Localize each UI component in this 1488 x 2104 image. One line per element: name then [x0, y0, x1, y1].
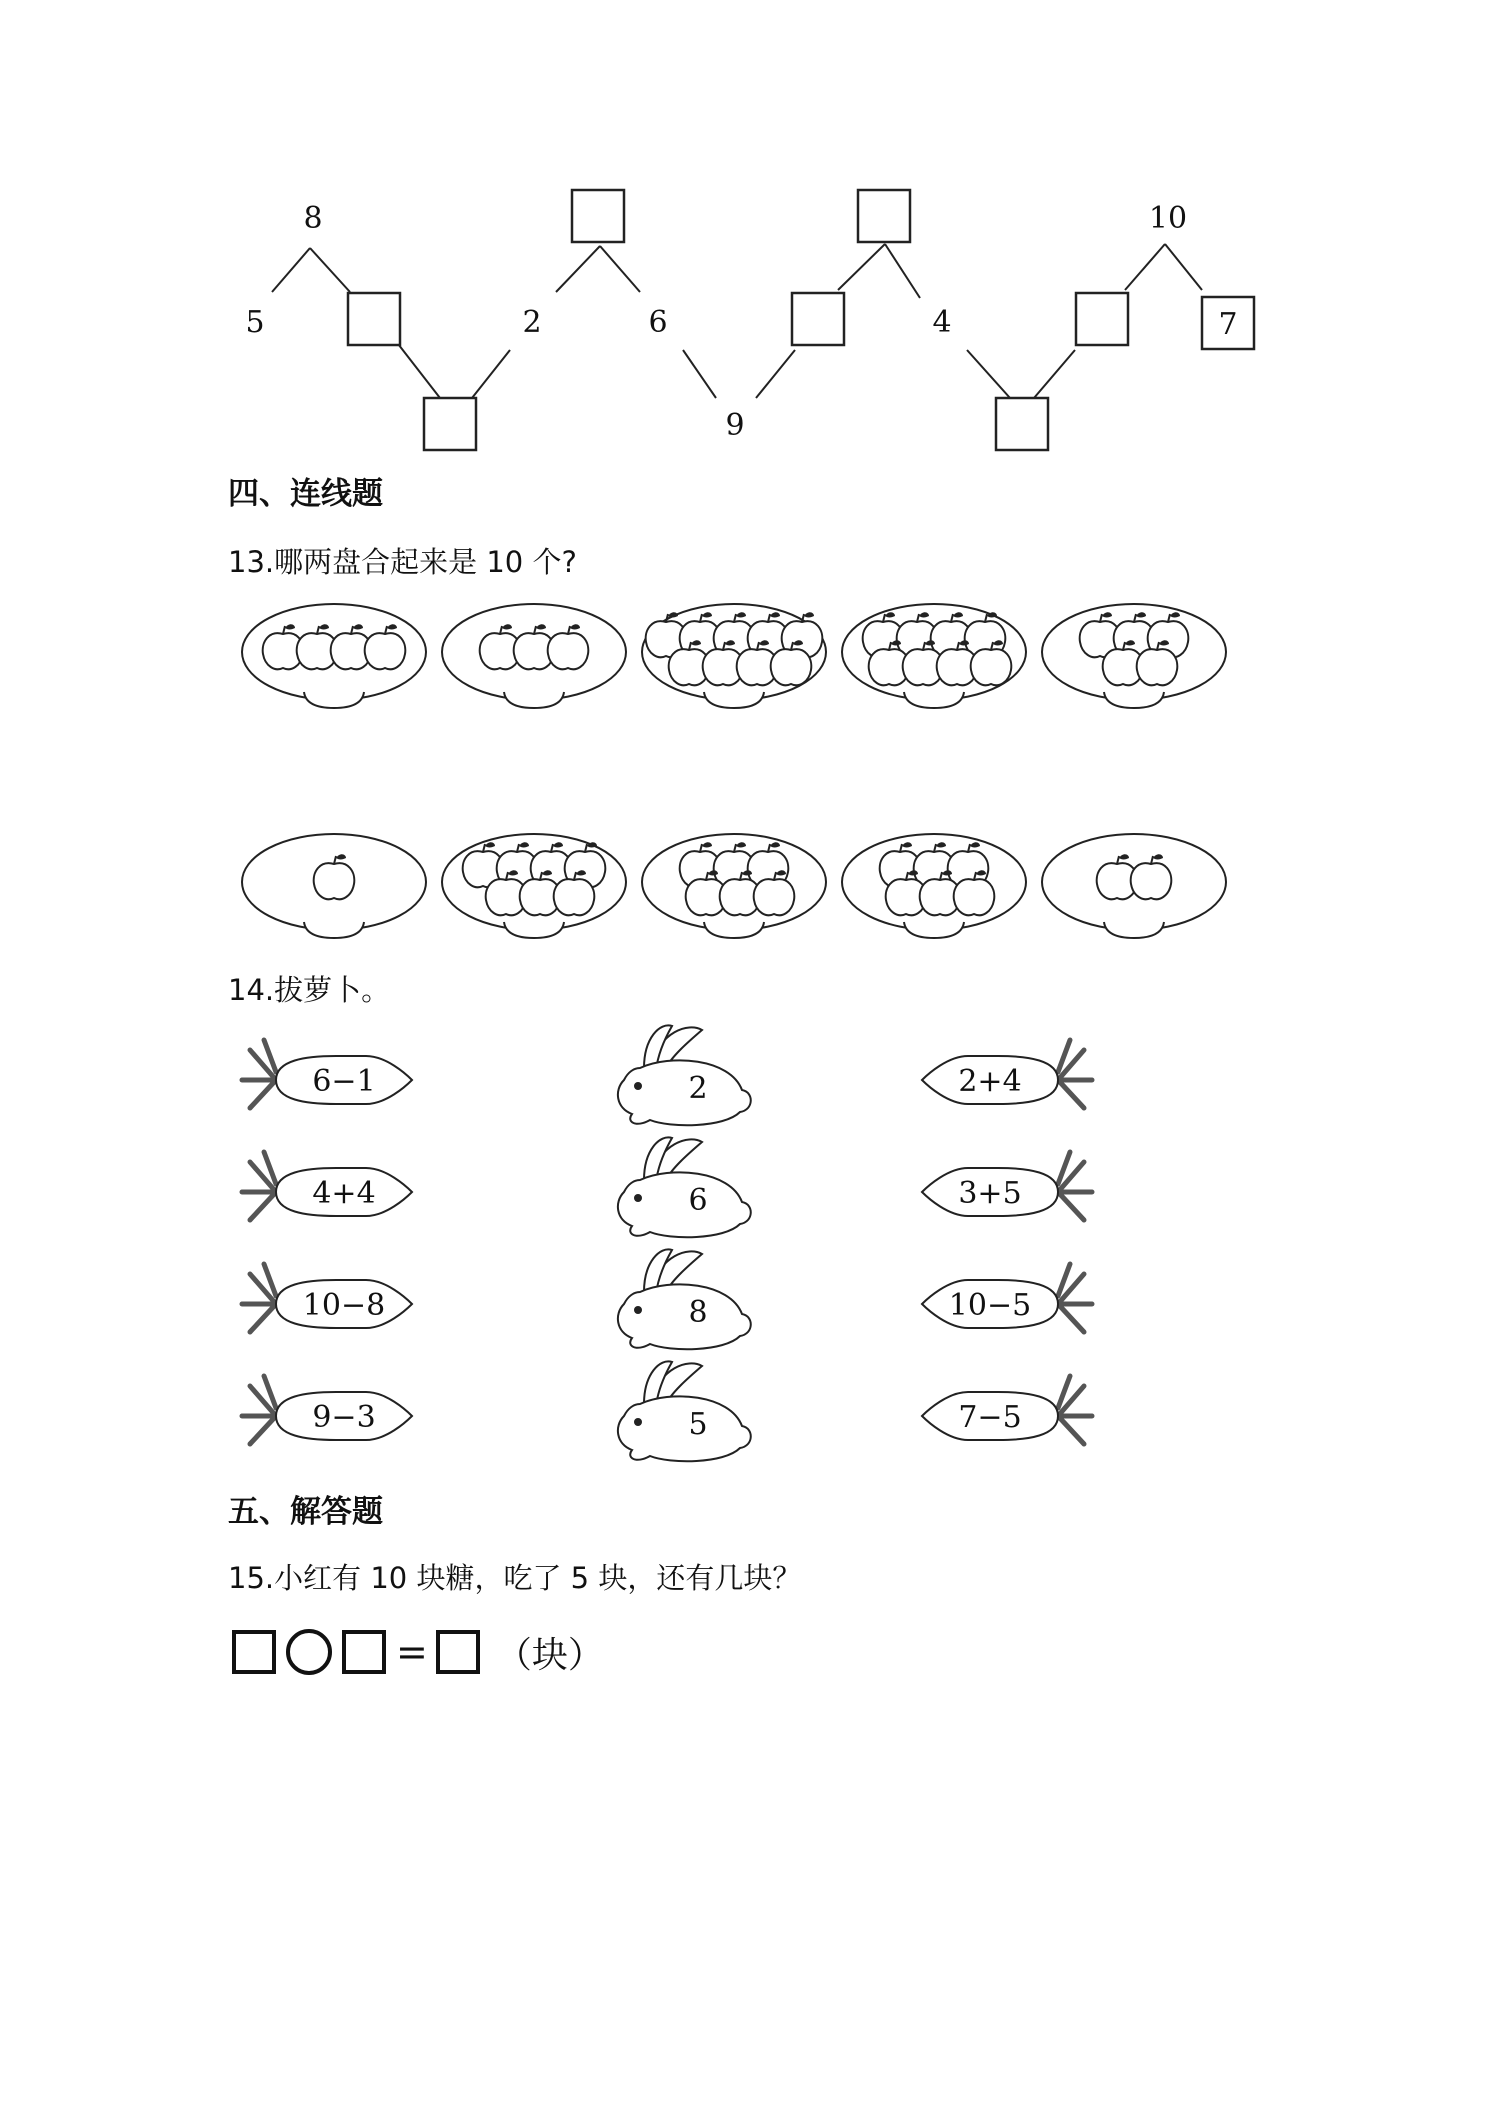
- plates-area: [0, 590, 1488, 950]
- rabbit-3[interactable]: [618, 1249, 751, 1349]
- question-13: 13.哪两盘合起来是 10 个?: [228, 545, 577, 579]
- carrot-expression: 10−8: [302, 1288, 386, 1323]
- number-label: 6: [648, 305, 668, 340]
- number-label: 9: [725, 408, 745, 443]
- number-split-diagram: [0, 0, 1488, 470]
- number-label: 8: [303, 201, 323, 236]
- number-label: 7: [1218, 307, 1238, 342]
- rabbit-number: 8: [688, 1295, 708, 1330]
- answer-box[interactable]: [424, 398, 476, 450]
- equals-sign: =: [396, 1630, 428, 1674]
- carrot-right-4[interactable]: [922, 1376, 1092, 1444]
- answer-box[interactable]: [572, 190, 624, 242]
- plate-top-2[interactable]: [442, 604, 626, 708]
- plate-bottom-1[interactable]: [242, 834, 426, 938]
- carrot-rabbit-area: [0, 1020, 1488, 1480]
- answer-box[interactable]: [792, 293, 844, 345]
- number-label: 2: [522, 305, 542, 340]
- carrot-expression: 9−3: [312, 1400, 376, 1435]
- answer-box[interactable]: [342, 1630, 386, 1674]
- answer-box[interactable]: [858, 190, 910, 242]
- section-title: 四、连线题: [228, 476, 383, 512]
- carrot-right-2[interactable]: [922, 1152, 1092, 1220]
- carrot-right-3[interactable]: [922, 1264, 1092, 1332]
- rabbit-number: 6: [688, 1183, 708, 1218]
- unit-label: （块）: [495, 1634, 604, 1676]
- plate-bottom-5[interactable]: [1042, 834, 1226, 938]
- carrot-left-3[interactable]: [242, 1264, 412, 1332]
- carrot-expression: 2+4: [958, 1064, 1022, 1099]
- plate-top-4[interactable]: [842, 604, 1026, 708]
- question-14: 14.拔萝卜。: [228, 973, 391, 1007]
- rabbit-number: 5: [688, 1407, 708, 1442]
- number-label: 4: [932, 305, 952, 340]
- carrot-right-1[interactable]: [922, 1040, 1092, 1108]
- carrot-expression: 6−1: [312, 1064, 376, 1099]
- plate-top-1[interactable]: [242, 604, 426, 708]
- question-15: 15.小红有 10 块糖，吃了 5 块，还有几块？: [228, 1561, 802, 1595]
- rabbit-4[interactable]: [618, 1361, 751, 1461]
- rabbit-1[interactable]: [618, 1025, 751, 1125]
- plate-bottom-3[interactable]: [642, 834, 826, 938]
- answer-box[interactable]: [232, 1630, 276, 1674]
- rabbit-number: 2: [688, 1071, 708, 1106]
- carrot-left-4[interactable]: [242, 1376, 412, 1444]
- carrot-left-2[interactable]: [242, 1152, 412, 1220]
- carrot-expression: 7−5: [958, 1400, 1022, 1435]
- plate-top-5[interactable]: [1042, 604, 1226, 708]
- plate-bottom-4[interactable]: [842, 834, 1026, 938]
- answer-box[interactable]: [436, 1630, 480, 1674]
- number-label: 10: [1148, 201, 1188, 236]
- rabbit-2[interactable]: [618, 1137, 751, 1237]
- section-title: 五、解答题: [228, 1494, 383, 1530]
- operator-circle[interactable]: [286, 1629, 332, 1675]
- answer-box[interactable]: [996, 398, 1048, 450]
- answer-formula: [232, 1620, 604, 1684]
- carrot-left-1[interactable]: [242, 1040, 412, 1108]
- plate-bottom-2[interactable]: [442, 834, 626, 938]
- answer-box[interactable]: [348, 293, 400, 345]
- plate-top-3[interactable]: [642, 604, 826, 708]
- number-label: 5: [245, 305, 265, 340]
- answer-box[interactable]: [1076, 293, 1128, 345]
- carrot-expression: 10−5: [948, 1288, 1032, 1323]
- carrot-expression: 4+4: [312, 1176, 376, 1211]
- carrot-expression: 3+5: [958, 1176, 1022, 1211]
